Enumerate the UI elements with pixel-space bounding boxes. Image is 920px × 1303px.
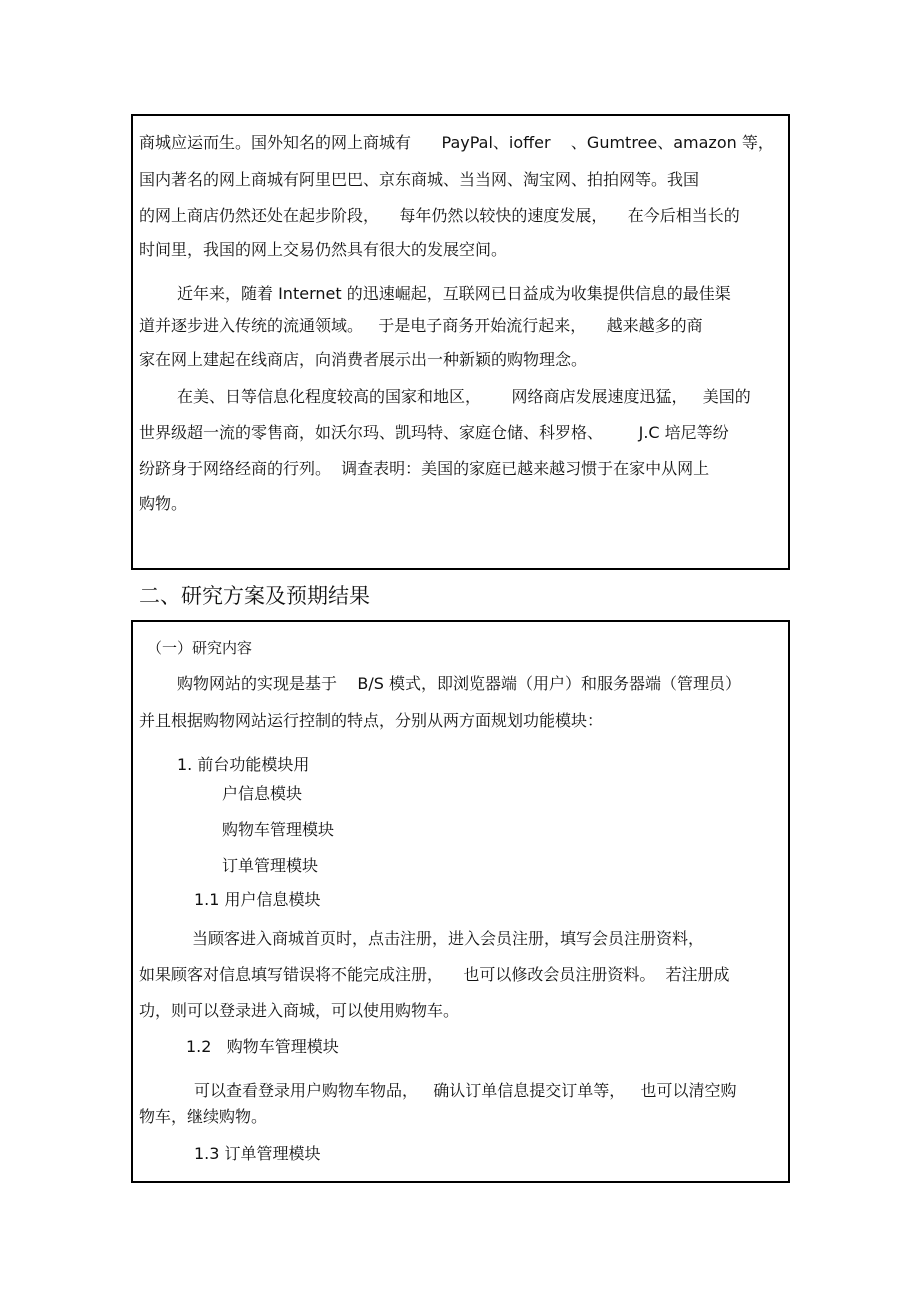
- section-1-1-line-2: 如果顾客对信息填写错误将不能完成注册， 也可以修改会员注册资料。 若注册成: [139, 965, 730, 984]
- paragraph-1-line-1: 商城应运而生。国外知名的网上商城有 PayPal、ioffer 、Gumtree、amazon 等，: [139, 133, 774, 152]
- paragraph-3-line-2: 世界级超一流的零售商，如沃尔玛、凯玛特、家庭仓储、科罗格、 J.C 培尼等纷: [139, 423, 729, 442]
- paragraph-3-line-3: 纷跻身于网络经商的行列。 调查表明：美国的家庭已越来越习惯于在家中从网上: [139, 459, 710, 478]
- intro-line-2: 并且根据购物网站运行控制的特点，分别从两方面规划功能模块：: [139, 711, 604, 730]
- section-1-1-line-3: 功，则可以登录进入商城，可以使用购物车。: [139, 1001, 460, 1020]
- module-list-title: 1. 前台功能模块用: [177, 755, 310, 774]
- module-item: 订单管理模块: [222, 856, 319, 875]
- intro-line-1: 购物网站的实现是基于 B/S 模式，即浏览器端（用户）和服务器端（管理员）: [177, 674, 741, 693]
- module-item: 户信息模块: [222, 784, 303, 803]
- section-1-3-title: 1.3 订单管理模块: [194, 1144, 321, 1163]
- paragraph-3-line-4: 购物。: [139, 494, 188, 513]
- section-heading: 二、研究方案及预期结果: [139, 584, 370, 608]
- subheading: （一）研究内容: [147, 639, 253, 657]
- section-1-2-line-1: 可以查看登录用户购物车物品， 确认订单信息提交订单等， 也可以清空购: [194, 1081, 737, 1100]
- section-1-2-title: 1.2 购物车管理模块: [186, 1037, 339, 1056]
- paragraph-2-line-2: 道并逐步进入传统的流通领域。 于是电子商务开始流行起来， 越来越多的商: [139, 316, 703, 335]
- paragraph-3-line-1: 在美、日等信息化程度较高的国家和地区， 网络商店发展速度迅猛， 美国的: [177, 387, 751, 406]
- paragraph-2-line-1: 近年来，随着 Internet 的迅速崛起，互联网已日益成为收集提供信息的最佳渠: [177, 284, 731, 303]
- section-1-2-line-2: 物车，继续购物。: [139, 1107, 268, 1126]
- paragraph-2-line-3: 家在网上建起在线商店，向消费者展示出一种新颖的购物理念。: [139, 350, 588, 369]
- paragraph-1-line-4: 时间里，我国的网上交易仍然具有很大的发展空间。: [139, 240, 508, 259]
- section-1-1-line-1: 当顾客进入商城首页时，点击注册，进入会员注册，填写会员注册资料，: [192, 929, 705, 948]
- module-item: 购物车管理模块: [222, 820, 335, 839]
- paragraph-1-line-3: 的网上商店仍然还处在起步阶段， 每年仍然以较快的速度发展， 在今后相当长的: [139, 206, 740, 225]
- section-1-1-title: 1.1 用户信息模块: [194, 890, 321, 909]
- paragraph-1-line-2: 国内著名的网上商城有阿里巴巴、京东商城、当当网、淘宝网、拍拍网等。我国: [139, 170, 700, 189]
